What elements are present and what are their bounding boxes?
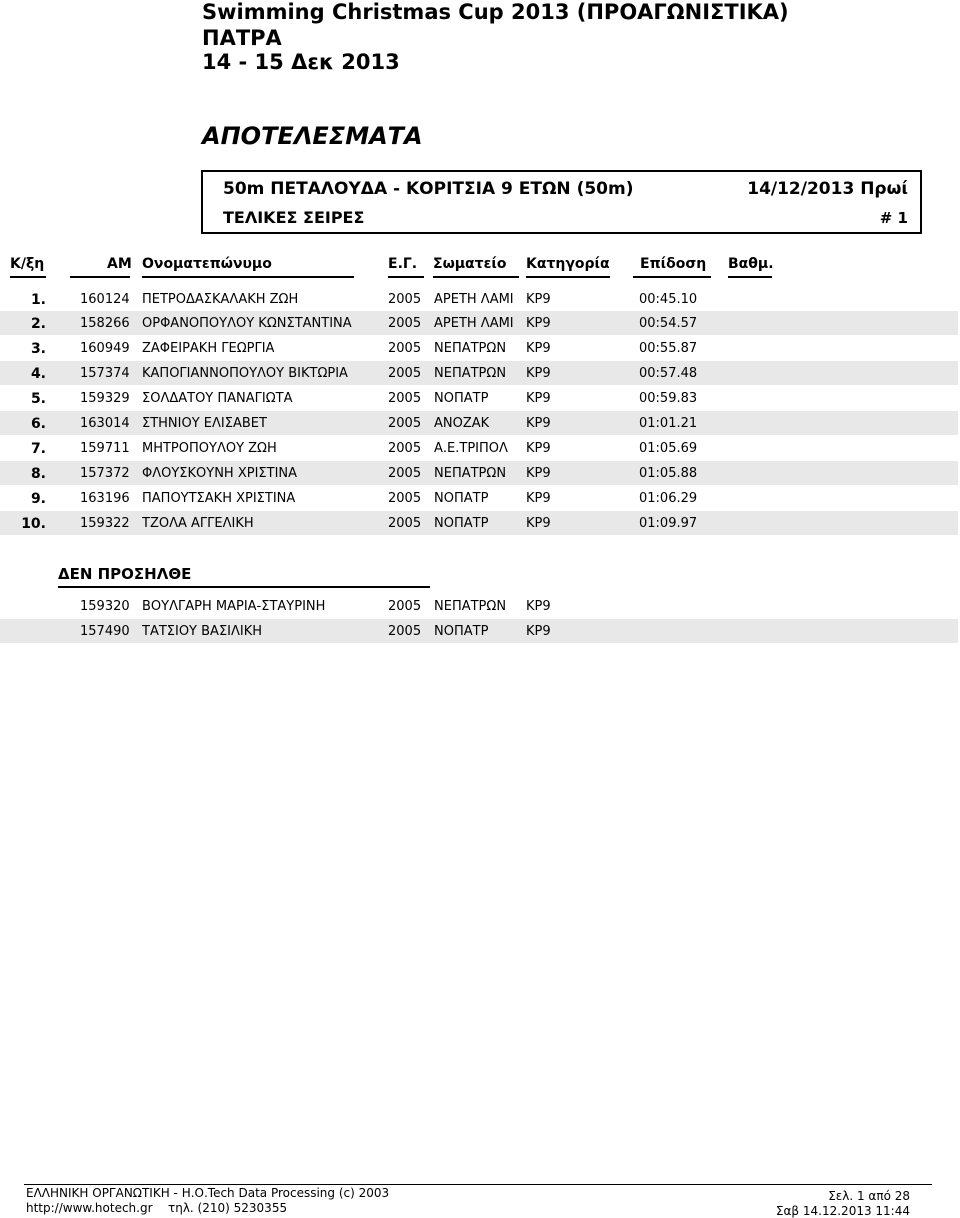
table-row (0, 311, 958, 335)
results-heading: ΑΠΟΤΕΛΕΣΜΑΤΑ (202, 122, 423, 150)
time-cell: 00:54.57 (639, 316, 698, 331)
column-club: Σωματείο (433, 256, 507, 272)
year-cell: 2005 (388, 441, 422, 456)
name-cell: ΤΑΤΣΙΟΥ ΒΑΣΙΛΙΚΗ (142, 624, 263, 639)
club-cell: ΝΟΠΑΤΡ (434, 391, 489, 406)
header-underline (142, 276, 354, 278)
time-cell: 00:59.83 (639, 391, 698, 406)
name-cell: ΣΤΗΝΙΟΥ ΕΛΙΣΑΒΕΤ (142, 416, 267, 431)
table-row (0, 619, 958, 643)
category-cell: ΚΡ9 (526, 516, 551, 531)
header-underline (633, 276, 711, 278)
club-cell: Α.Ε.ΤΡΙΠΟΛ (434, 441, 508, 456)
year-cell: 2005 (388, 599, 422, 614)
event-name: 50m ΠΕΤΑΛΟΥΔΑ - ΚΟΡΙΤΣΙΑ 9 ΕΤΩΝ (50m) (223, 179, 634, 199)
club-cell: ΝΕΠΑΤΡΩΝ (434, 366, 507, 381)
name-cell: ΤΖΟΛΑ ΑΓΓΕΛΙΚΗ (142, 516, 254, 531)
am-cell: 157490 (80, 624, 130, 639)
am-cell: 157374 (80, 366, 130, 381)
category-cell: ΚΡ9 (526, 624, 551, 639)
footer-organization: ΕΛΛΗΝΙΚΗ ΟΡΓΑΝΩΤΙΚΗ - Η.Ο.Tech Data Processing (c) 2003 (26, 1186, 390, 1200)
dns-underline (58, 586, 430, 588)
column-year: Ε.Γ. (388, 256, 418, 272)
event-round: ΤΕΛΙΚΕΣ ΣΕΙΡΕΣ (223, 208, 365, 227)
club-cell: ΝΟΠΑΤΡ (434, 491, 489, 506)
table-row (0, 361, 958, 385)
year-cell: 2005 (388, 466, 422, 481)
competition-title: Swimming Christmas Cup 2013 (ΠΡΟΑΓΩΝΙΣΤΙΚΑ) (202, 0, 789, 24)
rank-cell: 1. (30, 292, 46, 308)
time-cell: 00:57.48 (639, 366, 698, 381)
time-cell: 01:06.29 (639, 491, 698, 506)
am-cell: 163196 (80, 491, 130, 506)
am-cell: 160124 (80, 292, 130, 307)
year-cell: 2005 (388, 516, 422, 531)
club-cell: ΝΕΠΑΤΡΩΝ (434, 599, 507, 614)
table-row (0, 486, 958, 510)
category-cell: ΚΡ9 (526, 292, 551, 307)
header-underline (433, 276, 519, 278)
year-cell: 2005 (388, 491, 422, 506)
table-row (0, 336, 958, 360)
rank-cell: 9. (30, 491, 46, 507)
column-points: Βαθμ. (728, 256, 774, 272)
column-time: Επίδοση (640, 256, 707, 272)
time-cell: 01:05.88 (639, 466, 698, 481)
footer-url[interactable]: http://www.hotech.gr (26, 1201, 153, 1215)
time-cell: 00:55.87 (639, 341, 698, 356)
category-cell: ΚΡ9 (526, 466, 551, 481)
name-cell: ΜΗΤΡΟΠΟΥΛΟΥ ΖΩΗ (142, 441, 277, 456)
footer-page-number: Σελ. 1 από 28 (828, 1189, 910, 1203)
name-cell: ΖΑΦΕΙΡΑΚΗ ΓΕΩΡΓΙΑ (142, 341, 275, 356)
club-cell: ΝΟΠΑΤΡ (434, 516, 489, 531)
header-underline (526, 276, 610, 278)
table-row (0, 411, 958, 435)
competition-dates: 14 - 15 Δεκ 2013 (202, 50, 400, 74)
club-cell: ΝΕΠΑΤΡΩΝ (434, 341, 507, 356)
category-cell: ΚΡ9 (526, 366, 551, 381)
table-row (0, 594, 958, 618)
header-underline (728, 276, 772, 278)
rank-cell: 2. (30, 316, 46, 332)
event-info-box (201, 170, 922, 234)
club-cell: ΑΝΟΖΑΚ (434, 416, 490, 431)
year-cell: 2005 (388, 341, 422, 356)
year-cell: 2005 (388, 391, 422, 406)
footer-print-date: Σαβ 14.12.2013 11:44 (775, 1204, 910, 1218)
am-cell: 160949 (80, 341, 130, 356)
time-cell: 01:01.21 (639, 416, 698, 431)
club-cell: ΑΡΕΤΗ ΛΑΜΙ (434, 292, 514, 307)
category-cell: ΚΡ9 (526, 341, 551, 356)
table-row (0, 436, 958, 460)
am-cell: 159711 (80, 441, 130, 456)
column-rank: Κ/ξη (10, 256, 45, 272)
rank-cell: 8. (30, 466, 46, 482)
year-cell: 2005 (388, 292, 422, 307)
year-cell: 2005 (388, 624, 422, 639)
category-cell: ΚΡ9 (526, 391, 551, 406)
name-cell: ΠΑΠΟΥΤΣΑΚΗ ΧΡΙΣΤΙΝΑ (142, 491, 296, 506)
header-underline (10, 276, 46, 278)
am-cell: 159320 (80, 599, 130, 614)
name-cell: ΣΟΛΔΑΤΟΥ ΠΑΝΑΓΙΩΤΑ (142, 391, 293, 406)
time-cell: 01:05.69 (639, 441, 698, 456)
category-cell: ΚΡ9 (526, 491, 551, 506)
table-row (0, 511, 958, 535)
dns-heading: ΔΕΝ ΠΡΟΣΗΛΘΕ (58, 565, 192, 583)
rank-cell: 6. (30, 416, 46, 432)
name-cell: ΟΡΦΑΝΟΠΟΥΛΟΥ ΚΩΝΣΤΑΝΤΙΝΑ (142, 316, 352, 331)
column-category: Κατηγορία (526, 256, 610, 272)
category-cell: ΚΡ9 (526, 316, 551, 331)
footer-divider (24, 1184, 932, 1185)
am-cell: 159322 (80, 516, 130, 531)
rank-cell: 7. (30, 441, 46, 457)
table-row (0, 287, 958, 311)
footer-phone: τηλ. (210) 5230355 (168, 1201, 288, 1215)
event-heat: # 1 (879, 209, 908, 227)
time-cell: 00:45.10 (639, 292, 698, 307)
am-cell: 163014 (80, 416, 130, 431)
category-cell: ΚΡ9 (526, 599, 551, 614)
column-am: ΑΜ (107, 256, 132, 272)
name-cell: ΒΟΥΛΓΑΡΗ ΜΑΡΙΑ-ΣΤΑΥΡΙΝΗ (142, 599, 326, 614)
year-cell: 2005 (388, 416, 422, 431)
year-cell: 2005 (388, 366, 422, 381)
header-underline (70, 276, 130, 278)
rank-cell: 5. (30, 391, 46, 407)
competition-city: ΠΑΤΡΑ (202, 26, 282, 50)
column-name: Ονοματεπώνυμο (142, 256, 272, 272)
table-row (0, 386, 958, 410)
event-date: 14/12/2013 Πρωί (747, 179, 908, 199)
name-cell: ΚΑΠΟΓΙΑΝΝΟΠΟΥΛΟΥ ΒΙΚΤΩΡΙΑ (142, 366, 348, 381)
category-cell: ΚΡ9 (526, 441, 551, 456)
category-cell: ΚΡ9 (526, 416, 551, 431)
time-cell: 01:09.97 (639, 516, 698, 531)
header-underline (388, 276, 424, 278)
name-cell: ΦΛΟΥΣΚΟΥΝΗ ΧΡΙΣΤΙΝΑ (142, 466, 298, 481)
rank-cell: 4. (30, 366, 46, 382)
am-cell: 158266 (80, 316, 130, 331)
club-cell: ΝΟΠΑΤΡ (434, 624, 489, 639)
table-row (0, 461, 958, 485)
club-cell: ΝΕΠΑΤΡΩΝ (434, 466, 507, 481)
year-cell: 2005 (388, 316, 422, 331)
am-cell: 157372 (80, 466, 130, 481)
club-cell: ΑΡΕΤΗ ΛΑΜΙ (434, 316, 514, 331)
rank-cell: 3. (30, 341, 46, 357)
am-cell: 159329 (80, 391, 130, 406)
rank-cell: 10. (21, 516, 46, 532)
name-cell: ΠΕΤΡΟΔΑΣΚΑΛΑΚΗ ΖΩΗ (142, 292, 299, 307)
